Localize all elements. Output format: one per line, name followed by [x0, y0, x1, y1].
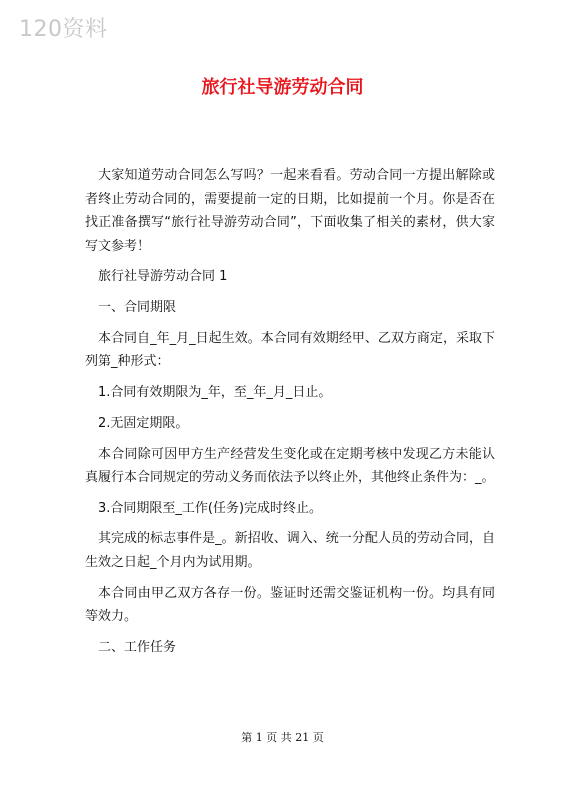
section-heading-tasks: 二、工作任务 [98, 640, 177, 656]
paragraph-term-option-1: 1.合同有效期限为_年，至_年_月_日止。 [98, 385, 332, 401]
paragraph-termination: 本合同除可因甲方生产经营发生变化或在定期考核中发现乙方未能认真履行本合同规定的劳动义务而依法予以终止外，其他终止条件为：_。 [85, 446, 495, 486]
document-body [85, 164, 495, 667]
paragraph-contract-heading: 旅行社导游劳动合同 1 [98, 269, 228, 285]
paragraph-term-option-3: 3.合同期限至_工作(任务)完成时终止。 [98, 500, 323, 516]
paragraph-intro: 大家知道劳动合同怎么写吗？一起来看看。劳动合同一方提出解除或者终止劳动合同的，需要提前一定的日期，比如提前一个月。你是否在找正准备撰写“旅行社导游劳动合同”，下面收集了相关的素材，供大家写文参考！ [85, 168, 495, 254]
page-footer: 第 1 页 共 21 页 [241, 731, 324, 744]
watermark: 120资料 [19, 17, 108, 42]
paragraph-term-option-2: 2.无固定期限。 [98, 415, 189, 431]
paragraph-copies: 本合同由甲乙双方各存一份。鉴证时还需交鉴证机构一份。均具有同等效力。 [85, 585, 495, 625]
section-heading-term: 一、合同期限 [98, 300, 177, 316]
paragraph-effective-date: 本合同自_年_月_日起生效。本合同有效期经甲、乙双方商定，采取下列第_种形式： [85, 330, 495, 370]
paragraph-completion: 其完成的标志事件是_。新招收、调入、统一分配人员的劳动合同，自生效之日起_个月内为试用期。 [85, 531, 495, 571]
document-title: 旅行社导游劳动合同 [201, 77, 364, 98]
